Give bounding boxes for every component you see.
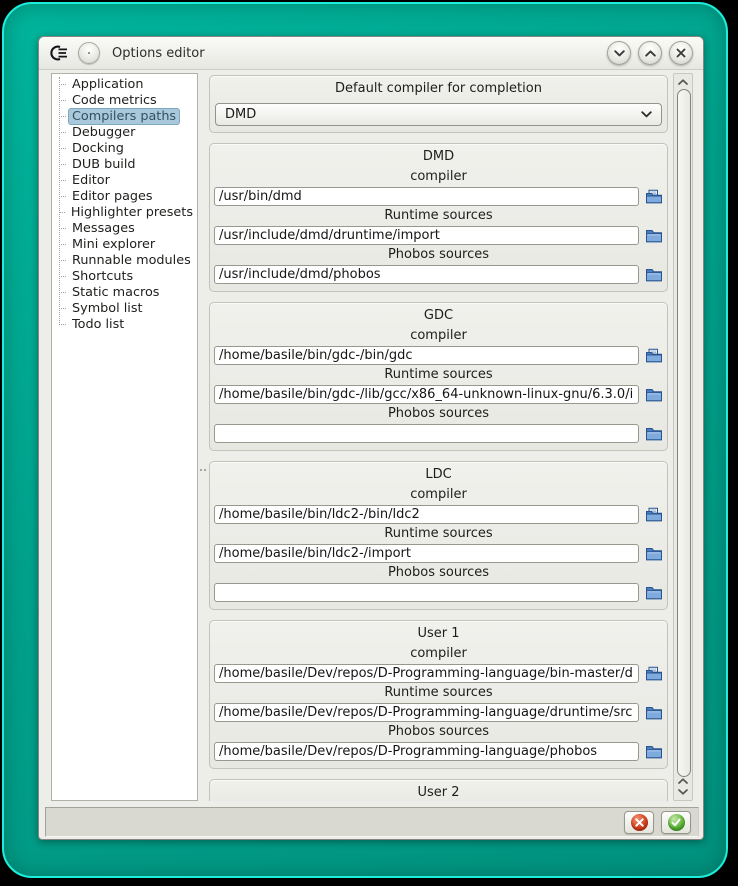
ldc-runtime-browse-button[interactable]: [644, 545, 663, 562]
app-logo-icon: [49, 45, 70, 61]
sidebar-item-mini-explorer[interactable]: [54, 236, 197, 252]
dmd-runtime-input[interactable]: [214, 226, 639, 245]
tree-branch-line: [59, 180, 66, 181]
chevron-up-icon: [678, 79, 688, 85]
compiler-group-dmd: [209, 143, 668, 292]
tree-branch-line: [59, 228, 66, 229]
field-label: compiler: [410, 328, 467, 343]
sidebar-item-symbol-list[interactable]: [54, 300, 197, 316]
compiler-group-ldc: [209, 461, 668, 610]
sidebar-item-highlighter-presets[interactable]: [54, 204, 197, 220]
close-button[interactable]: [669, 41, 693, 65]
compiler-group-gdc: [209, 302, 668, 451]
ok-button[interactable]: [661, 811, 691, 834]
tree-branch-line: [59, 100, 66, 101]
sidebar-item-label: Runnable modules: [72, 252, 191, 268]
user-1-phobos-input[interactable]: [214, 742, 639, 761]
dmd-phobos-browse-button[interactable]: [644, 266, 663, 283]
window-menu-button[interactable]: [78, 42, 100, 64]
options-editor-window: [38, 36, 704, 840]
field-label: Phobos sources: [387, 247, 490, 262]
sidebar-item-label: Application: [72, 76, 144, 92]
sidebar-item-label: Code metrics: [72, 92, 157, 108]
sidebar-item-runnable-modules[interactable]: [54, 252, 197, 268]
close-icon: [676, 48, 686, 58]
tree-branch-line: [59, 196, 66, 197]
sidebar-item-label: Static macros: [72, 284, 160, 300]
group-title: GDC: [423, 308, 454, 323]
sidebar-item-editor[interactable]: [54, 172, 197, 188]
tree-guide-line: [59, 77, 60, 325]
folder-icon: [645, 744, 663, 759]
field-label: Runtime sources: [384, 367, 493, 382]
group-title: User 2: [417, 785, 460, 800]
window-title: Options editor: [112, 45, 205, 61]
folder-icon: [645, 228, 663, 243]
sidebar-item-code-metrics[interactable]: [54, 92, 197, 108]
sidebar-item-messages[interactable]: [54, 220, 197, 236]
tree-branch-line: [59, 84, 66, 85]
settings-panel: [208, 73, 669, 801]
user-1-compiler-browse-button[interactable]: [644, 665, 663, 682]
dmd-compiler-browse-button[interactable]: [644, 188, 663, 205]
sidebar-item-label: Editor: [72, 172, 110, 188]
sidebar-item-editor-pages[interactable]: [54, 188, 197, 204]
chevron-up-icon: [678, 778, 688, 784]
tree-branch-line: [59, 164, 66, 165]
sidebar-item-label: Highlighter presets: [70, 204, 193, 220]
sidebar-item-label: Debugger: [72, 124, 136, 140]
ldc-phobos-input[interactable]: [214, 583, 639, 602]
group-title: User 1: [417, 626, 460, 641]
dmd-phobos-input[interactable]: [214, 265, 639, 284]
ok-check-icon: [668, 814, 685, 831]
file-icon: [645, 189, 663, 204]
gdc-compiler-browse-button[interactable]: [644, 347, 663, 364]
titlebar[interactable]: [39, 37, 703, 70]
sidebar-item-docking[interactable]: [54, 140, 197, 156]
compiler-group-user-2: [209, 779, 668, 801]
gdc-compiler-input[interactable]: [214, 346, 639, 365]
maximize-button[interactable]: [638, 41, 662, 65]
sidebar-item-label: Editor pages: [72, 188, 153, 204]
sidebar-item-label: DUB build: [72, 156, 136, 172]
folder-icon: [645, 585, 663, 600]
tree-branch-line: [59, 292, 66, 293]
sidebar-item-todo-list[interactable]: [54, 316, 197, 332]
gdc-phobos-input[interactable]: [214, 424, 639, 443]
category-tree: [51, 73, 198, 801]
scrollbar-thumb[interactable]: [677, 89, 691, 777]
ldc-phobos-browse-button[interactable]: [644, 584, 663, 601]
ldc-compiler-browse-button[interactable]: [644, 506, 663, 523]
group-title: Default compiler for completion: [335, 81, 542, 96]
scroll-up-button[interactable]: [674, 76, 692, 88]
file-icon: [645, 666, 663, 681]
field-label: Phobos sources: [387, 724, 490, 739]
cancel-button[interactable]: [624, 811, 654, 834]
sidebar-item-application[interactable]: [54, 76, 197, 92]
tree-branch-line: [59, 308, 66, 309]
scroll-down-button[interactable]: [674, 786, 692, 798]
folder-icon: [645, 387, 663, 402]
default-compiler-select[interactable]: [215, 103, 662, 126]
gdc-phobos-browse-button[interactable]: [644, 425, 663, 442]
sidebar-item-compilers-paths[interactable]: [54, 108, 197, 124]
sidebar-item-label: Messages: [72, 220, 135, 236]
field-label: compiler: [410, 646, 467, 661]
vertical-scrollbar[interactable]: [673, 73, 693, 801]
gdc-runtime-input[interactable]: [214, 385, 639, 404]
folder-icon: [645, 426, 663, 441]
field-label: Phobos sources: [387, 565, 490, 580]
field-label: Runtime sources: [384, 526, 493, 541]
tree-branch-line: [59, 148, 66, 149]
sidebar-item-label: Todo list: [72, 316, 125, 332]
default-compiler-group: [209, 75, 668, 133]
ldc-compiler-input[interactable]: [214, 505, 639, 524]
sidebar-item-label: Docking: [72, 140, 124, 156]
chevron-down-icon: [641, 111, 652, 118]
dialog-button-bar: [45, 807, 699, 837]
tree-branch-line: [59, 116, 66, 117]
gdc-runtime-browse-button[interactable]: [644, 386, 663, 403]
tree-branch-line: [59, 132, 66, 133]
dmd-runtime-browse-button[interactable]: [644, 227, 663, 244]
folder-icon: [645, 705, 663, 720]
sidebar-item-debugger[interactable]: [54, 124, 197, 140]
file-icon: [645, 507, 663, 522]
sidebar-item-label: Symbol list: [72, 300, 143, 316]
user-1-runtime-browse-button[interactable]: [644, 704, 663, 721]
sidebar-item-label: Shortcuts: [72, 268, 134, 284]
folder-icon: [645, 267, 663, 282]
compiler-group-user-1: [209, 620, 668, 769]
tree-branch-line: [59, 324, 66, 325]
splitter-handle[interactable]: [198, 73, 208, 801]
group-title: DMD: [422, 149, 455, 164]
cancel-x-icon: [631, 814, 648, 831]
sidebar-item-label: Mini explorer: [72, 236, 156, 252]
menu-dot-icon: [88, 52, 90, 54]
field-label: compiler: [410, 487, 467, 502]
chevron-up-icon: [645, 50, 656, 57]
user-1-runtime-input[interactable]: [214, 703, 639, 722]
file-icon: [645, 348, 663, 363]
field-label: Runtime sources: [384, 685, 493, 700]
splitter-grip-icon: [200, 469, 206, 471]
group-title: LDC: [425, 467, 452, 482]
tree-branch-line: [59, 260, 66, 261]
field-label: Phobos sources: [387, 406, 490, 421]
user-1-compiler-input[interactable]: [214, 664, 639, 683]
dmd-compiler-input[interactable]: [214, 187, 639, 206]
tree-branch-line: [59, 276, 66, 277]
folder-icon: [645, 546, 663, 561]
field-label: compiler: [410, 169, 467, 184]
chevron-down-icon: [614, 50, 625, 57]
combobox-value: DMD: [225, 107, 257, 122]
sidebar-item-shortcuts[interactable]: [54, 268, 197, 284]
minimize-button[interactable]: [607, 41, 631, 65]
field-label: Runtime sources: [384, 208, 493, 223]
sidebar-item-label: Compilers paths: [68, 108, 180, 125]
ldc-runtime-input[interactable]: [214, 544, 639, 563]
tree-branch-line: [59, 244, 66, 245]
sidebar-item-dub-build[interactable]: [54, 156, 197, 172]
sidebar-item-static-macros[interactable]: [54, 284, 197, 300]
user-1-phobos-browse-button[interactable]: [644, 743, 663, 760]
chevron-down-icon: [678, 789, 688, 795]
